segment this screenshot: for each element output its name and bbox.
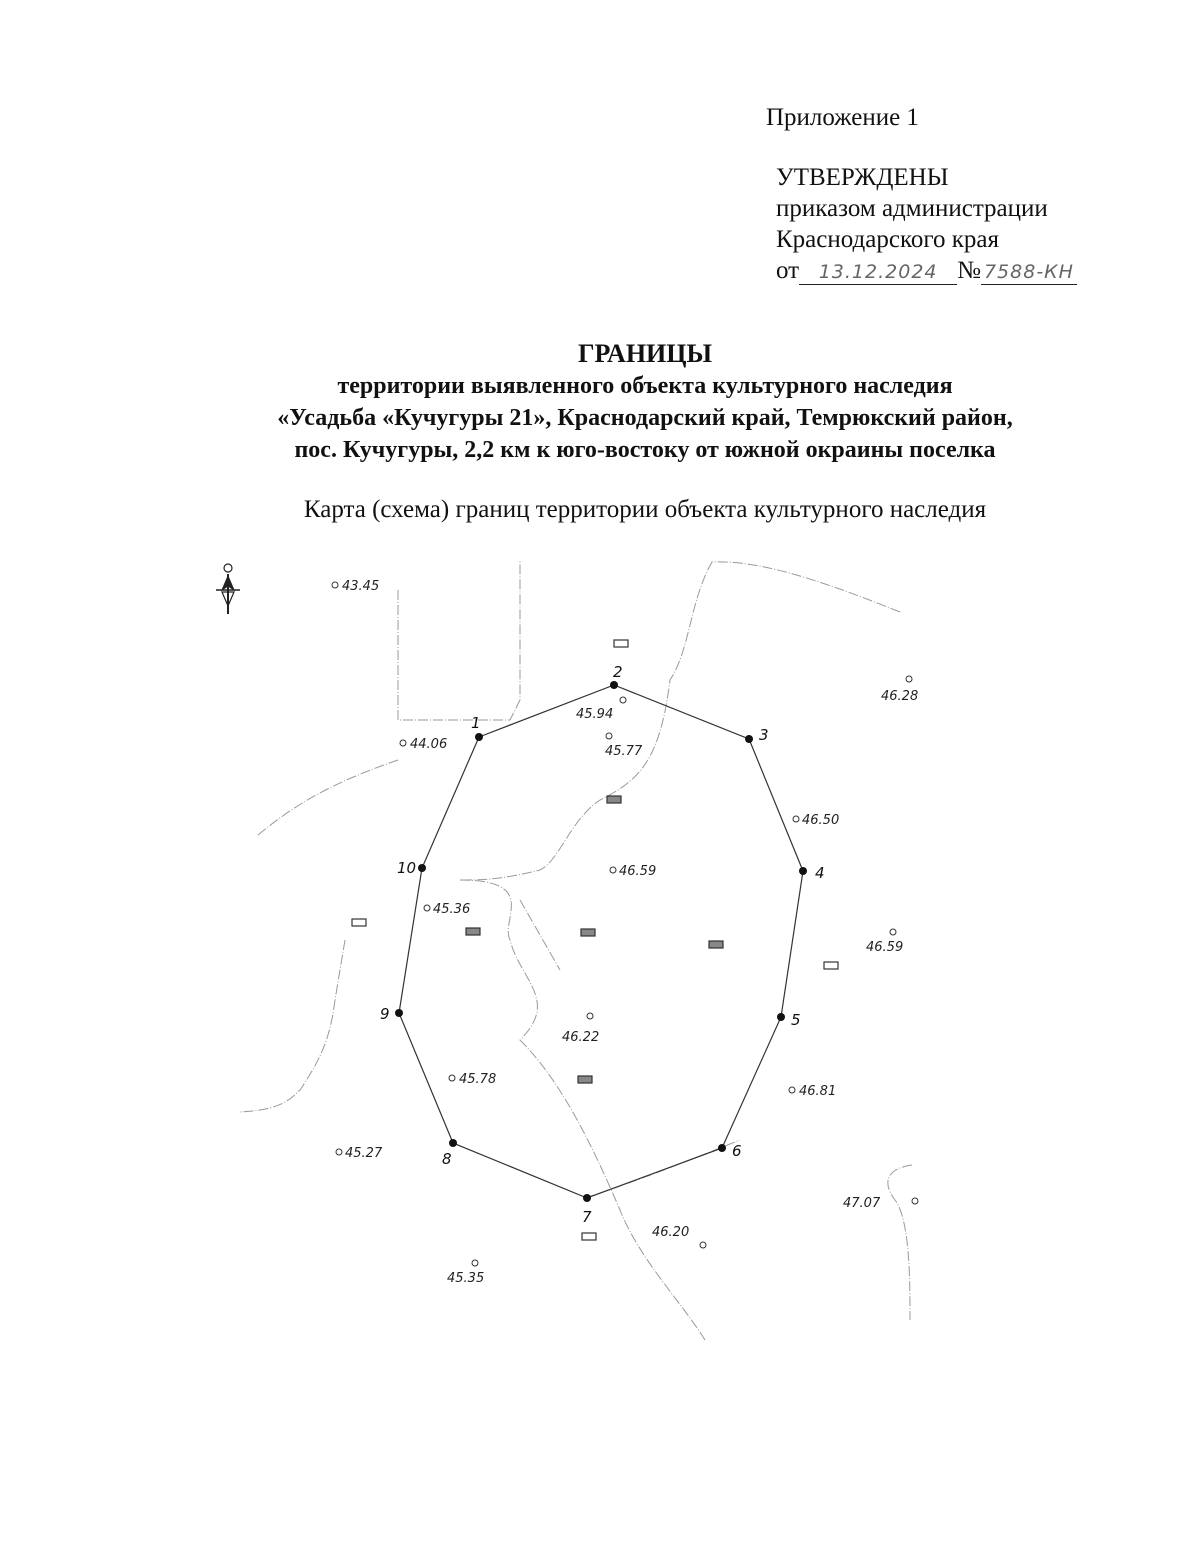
vertex-label-10: 10: [397, 859, 417, 877]
title-main: ГРАНИЦЫ: [577, 339, 713, 368]
elevation-marker: [906, 676, 912, 682]
elevation-marker: [793, 816, 799, 822]
elevation-label: 45.36: [433, 902, 471, 917]
vertex-5: [777, 1013, 785, 1021]
structure-symbol: [607, 796, 621, 803]
elevation-label: 46.28: [881, 689, 919, 704]
structure-symbol: [581, 929, 595, 936]
vertex-8: [449, 1139, 457, 1147]
vertex-3: [745, 735, 753, 743]
elevation-label: 44.06: [410, 737, 448, 752]
vertex-label-2: 2: [613, 663, 623, 681]
order-date-value: 13.12.2024: [799, 260, 957, 285]
vertex-7: [583, 1194, 591, 1202]
structure-symbol: [614, 640, 628, 647]
elevation-marker: [336, 1149, 342, 1155]
elevation-marker: [587, 1013, 593, 1019]
elevation-marker: [332, 582, 338, 588]
approved-heading: УТВЕРЖДЕНЫ: [776, 164, 949, 191]
date-prefix: от: [776, 257, 800, 284]
vertex-label-7: 7: [582, 1208, 592, 1226]
elevation-label: 45.78: [459, 1072, 497, 1087]
elevation-marker: [890, 929, 896, 935]
vertex-label-3: 3: [759, 726, 769, 744]
vertex-6: [718, 1144, 726, 1152]
vertex-label-4: 4: [815, 864, 825, 882]
elevation-label: 45.94: [576, 707, 614, 722]
annex-label: Приложение 1: [766, 104, 919, 131]
elevation-label: 45.27: [345, 1146, 383, 1161]
vertex-10: [418, 864, 426, 872]
map-caption: Карта (схема) границ территории объекта культурного наследия: [303, 496, 987, 523]
elevation-marker: [424, 905, 430, 911]
order-line-1: приказом администрации: [776, 195, 1048, 222]
elevation-marker: [700, 1242, 706, 1248]
title-line-3: пос. Кучугуры, 2,2 км к юго-востоку от южной окраины поселка: [294, 437, 996, 463]
elevation-label: 46.22: [562, 1030, 600, 1045]
vertex-1: [475, 733, 483, 741]
vertex-2: [610, 681, 618, 689]
elevation-label: 43.45: [342, 579, 380, 594]
elevation-marker: [610, 867, 616, 873]
elevation-marker: [400, 740, 406, 746]
title-line-2: «Усадьба «Кучугуры 21», Краснодарский край, Темрюкский район,: [277, 405, 1013, 431]
order-line-2: Краснодарского края: [776, 226, 999, 253]
structure-symbol: [709, 941, 723, 948]
structure-symbol: [582, 1233, 596, 1240]
structure-symbol: [466, 928, 480, 935]
elevation-marker: [472, 1260, 478, 1266]
elevation-label: 45.77: [605, 744, 643, 759]
structure-symbol: [824, 962, 838, 969]
elevation-marker: [606, 733, 612, 739]
vertex-label-6: 6: [732, 1142, 742, 1160]
elevation-label: 46.50: [802, 813, 840, 828]
order-number-value: 7588-КН: [981, 260, 1077, 285]
elevation-label: 46.81: [799, 1084, 837, 1099]
elevation-markers: [332, 582, 918, 1266]
title-line-1: территории выявленного объекта культурного наследия: [337, 373, 953, 399]
territory-boundary: [399, 685, 803, 1198]
vertex-label-1: 1: [471, 714, 481, 732]
vertex-4: [799, 867, 807, 875]
number-prefix: №: [957, 257, 981, 284]
vertex-label-8: 8: [442, 1150, 452, 1168]
vertex-label-9: 9: [380, 1005, 390, 1023]
elevation-marker: [912, 1198, 918, 1204]
vertex-label-5: 5: [791, 1011, 801, 1029]
elevation-marker: [449, 1075, 455, 1081]
structure-symbol: [352, 919, 366, 926]
elevation-label: 46.59: [619, 864, 657, 879]
elevation-label: 47.07: [843, 1196, 881, 1211]
elevation-label: 45.35: [447, 1271, 485, 1286]
elevation-label: 46.20: [652, 1225, 690, 1240]
north-arrow-icon: [216, 564, 240, 614]
structure-symbol: [578, 1076, 592, 1083]
elevation-marker: [620, 697, 626, 703]
boundary-vertices: [395, 681, 807, 1202]
terrain-lines: [240, 560, 912, 1340]
vertex-9: [395, 1009, 403, 1017]
elevation-label: 46.59: [866, 940, 904, 955]
elevation-marker: [789, 1087, 795, 1093]
